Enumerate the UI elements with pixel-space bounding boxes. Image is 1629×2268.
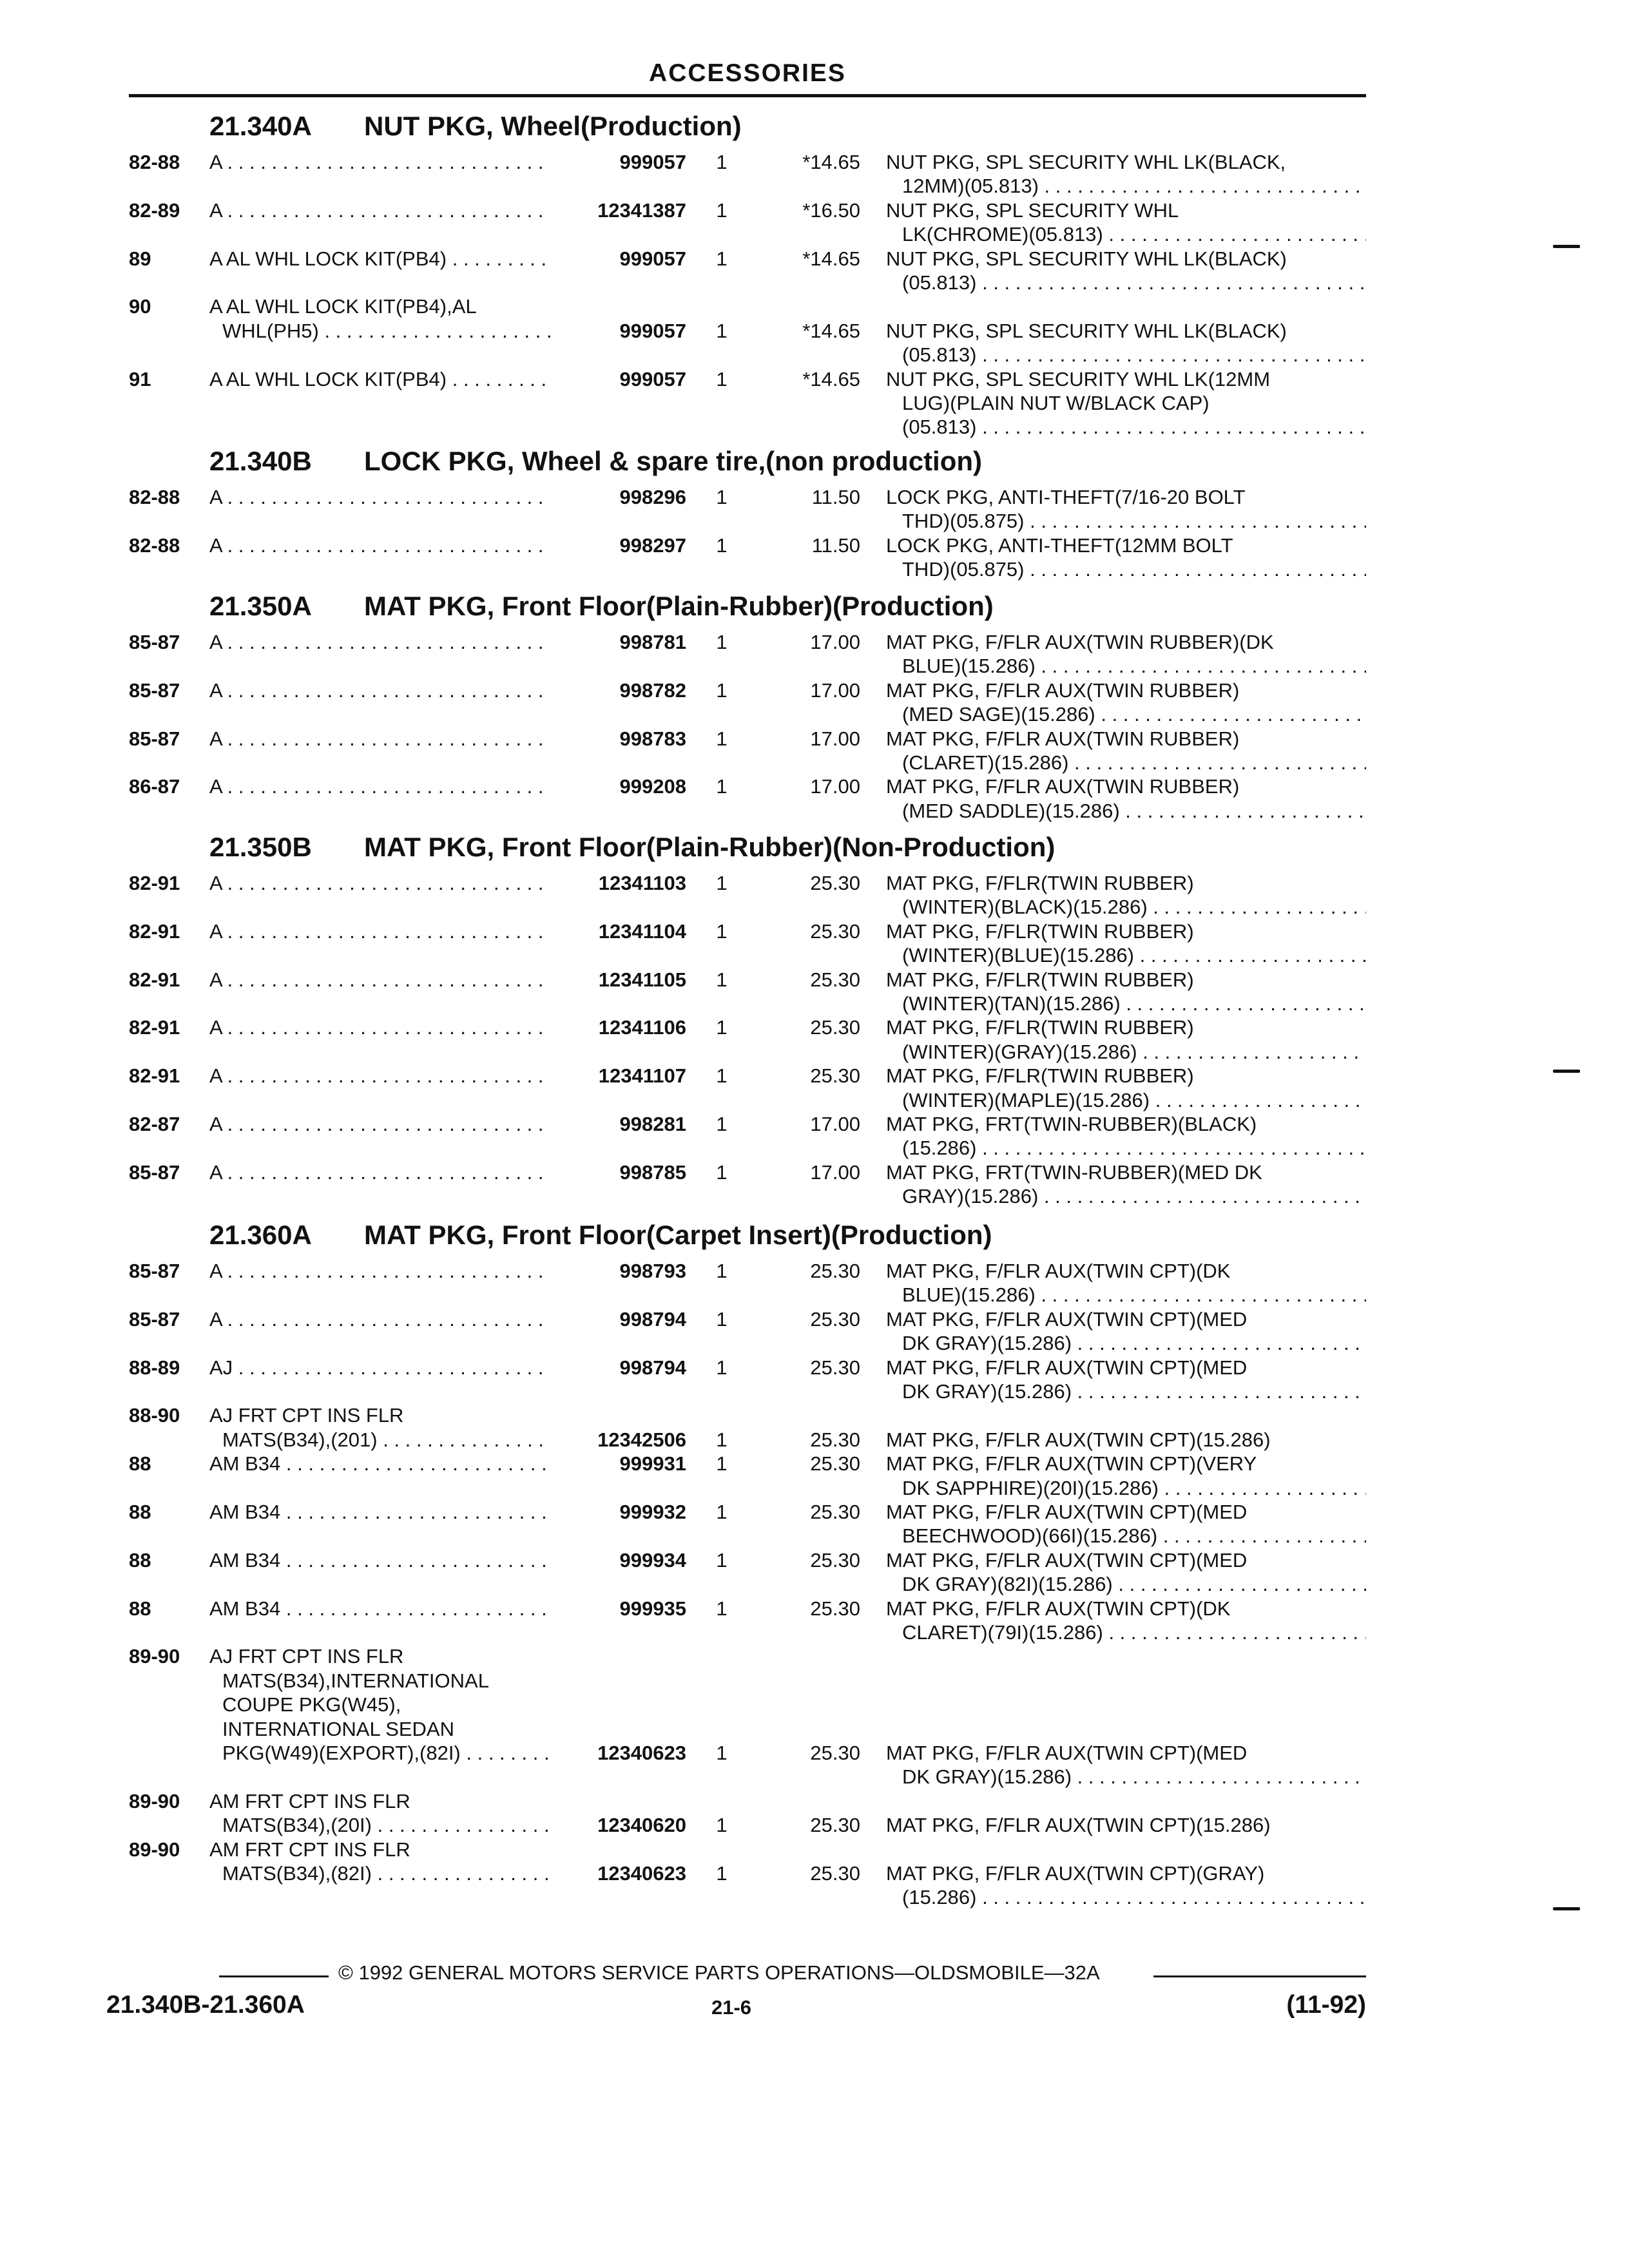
usage-description: AJ FRT CPT INS FLR [209,1404,404,1427]
part-description: MAT PKG, F/FLR AUX(TWIN CPT)(MED [886,1742,1248,1764]
quantity: 1 [716,727,728,750]
usage-description: A . . . [209,1016,551,1039]
margin-mark [1553,1070,1580,1073]
part-number: 999057 [619,319,686,342]
price: 25.30 [810,1501,860,1523]
model-years: 86-87 [129,775,180,798]
quantity: 1 [716,1814,728,1837]
price: 25.30 [810,872,860,894]
usage-description: MATS(B34),(201) . . . [222,1428,551,1452]
model-years: 82-91 [129,968,180,991]
part-number: 999208 [619,775,686,798]
part-description: DK GRAY)(15.286) . . . [902,1332,1366,1355]
model-years: 90 [129,295,151,318]
usage-description: COUPE PKG(W45), [222,1693,401,1716]
quantity: 1 [716,367,728,390]
part-description: DK SAPPHIRE)(20I)(15.286) . . . [902,1477,1366,1500]
quantity: 1 [716,319,728,342]
usage-description: A AL WHL LOCK KIT(PB4) . . . [209,368,551,391]
model-years: 82-87 [129,1113,180,1135]
model-years: 85-87 [129,727,180,750]
usage-description: A . . . [209,534,551,557]
part-description: 12MM)(05.813) . . . [902,175,1366,198]
part-description: (MED SAGE)(15.286) . . . [902,703,1366,726]
part-description: MAT PKG, F/FLR AUX(TWIN RUBBER) [886,727,1240,750]
part-number: 998781 [619,631,686,653]
part-description: MAT PKG, F/FLR(TWIN RUBBER) [886,919,1194,943]
usage-description: MATS(B34),(82I) . . . [222,1862,551,1885]
quantity: 1 [716,1160,728,1184]
price: 25.30 [810,1814,860,1837]
part-description: BEECHWOOD)(66I)(15.286) . . . [902,1524,1366,1548]
usage-description: AM FRT CPT INS FLR [209,1838,410,1861]
margin-mark [1553,245,1580,248]
section-heading [209,446,982,477]
price: 25.30 [810,1452,860,1475]
part-number: 999932 [619,1501,686,1523]
section-title: MAT PKG, Front Floor(Carpet Insert)(Production) [364,1220,992,1250]
part-description: BLUE)(15.286) . . . [902,655,1366,678]
margin-mark [1553,1907,1580,1910]
part-description: MAT PKG, F/FLR AUX(TWIN RUBBER) [886,678,1240,702]
quantity: 1 [716,1260,728,1282]
usage-description: A . . . [209,199,551,222]
usage-description: A . . . [209,727,551,751]
part-description: MAT PKG, F/FLR AUX(TWIN CPT)(DK [886,1260,1231,1282]
quantity: 1 [716,631,728,653]
part-number: 12340623 [597,1742,686,1764]
usage-description: A . . . [209,1260,551,1283]
usage-description: AM B34 . . . [209,1501,551,1524]
model-years: 82-91 [129,872,180,894]
part-description: NUT PKG, SPL SECURITY WHL [886,198,1179,222]
price: *14.65 [802,151,860,173]
part-number: 998785 [619,1160,686,1184]
part-number: 999934 [619,1548,686,1571]
quantity: 1 [716,198,728,222]
price: 17.00 [810,775,860,798]
part-description: (05.813) . . . [902,343,1366,367]
model-years: 89-90 [129,1645,180,1668]
part-number: 998297 [619,533,686,557]
part-description: (MED SADDLE)(15.286) . . . [902,800,1366,823]
usage-description: WHL(PH5) . . . [222,320,551,343]
model-years: 85-87 [129,1307,180,1331]
quantity: 1 [716,151,728,173]
price: 17.00 [810,1113,860,1135]
part-number: 998296 [619,486,686,508]
part-number: 12340620 [597,1814,686,1837]
price: 11.50 [811,533,860,557]
part-description: LK(CHROME)(05.813) . . . [902,223,1366,246]
part-number: 999057 [619,367,686,390]
usage-description: MATS(B34),(20I) . . . [222,1814,551,1837]
part-description: MAT PKG, F/FLR AUX(TWIN RUBBER)(DK [886,631,1274,653]
part-description: MAT PKG, FRT(TWIN-RUBBER)(MED DK [886,1160,1262,1184]
quantity: 1 [716,919,728,943]
part-number: 998793 [619,1260,686,1282]
usage-description: INTERNATIONAL SEDAN [222,1717,454,1740]
section-heading [209,111,742,142]
part-description: MAT PKG, F/FLR AUX(TWIN CPT)(GRAY) [886,1862,1265,1885]
footer-copyright: © 1992 GENERAL MOTORS SERVICE PARTS OPERATIONS—OLDSMOBILE—32A [338,1961,1100,1984]
usage-description: A . . . [209,1308,551,1331]
part-description: THD)(05.875) . . . [902,558,1366,581]
section-number: 21.340A [209,111,312,141]
footer-section-range: 21.340B-21.360A [106,1991,305,2019]
quantity: 1 [716,1064,728,1088]
quantity: 1 [716,1016,728,1039]
usage-description: A . . . [209,775,551,798]
price: 25.30 [810,919,860,943]
quantity: 1 [716,872,728,894]
price: 25.30 [810,1260,860,1282]
part-description: GRAY)(15.286) . . . [902,1185,1366,1208]
quantity: 1 [716,775,728,798]
model-years: 88-90 [129,1404,180,1427]
footer-page-number: 21-6 [711,1996,752,2019]
usage-description: AM B34 . . . [209,1549,551,1572]
price: 25.30 [810,1862,860,1885]
part-description: (CLARET)(15.286) . . . [902,751,1366,774]
part-description: MAT PKG, F/FLR(TWIN RUBBER) [886,1064,1194,1088]
part-number: 999935 [619,1597,686,1620]
part-number: 12341387 [597,198,686,222]
part-description: NUT PKG, SPL SECURITY WHL LK(BLACK) [886,247,1287,270]
quantity: 1 [716,1452,728,1475]
price: 11.50 [811,486,860,508]
section-number: 21.340B [209,446,312,476]
model-years: 82-88 [129,486,180,508]
part-description: NUT PKG, SPL SECURITY WHL LK(BLACK, [886,151,1286,173]
usage-description: AJ FRT CPT INS FLR [209,1645,404,1668]
part-description: (WINTER)(BLUE)(15.286) . . . [902,944,1366,967]
part-number: 12341107 [598,1064,686,1088]
model-years: 82-91 [129,919,180,943]
model-years: 82-88 [129,533,180,557]
usage-description: PKG(W49)(EXPORT),(82I) . . . [222,1742,551,1765]
section-heading [209,832,1055,863]
quantity: 1 [716,1548,728,1571]
part-description: MAT PKG, F/FLR AUX(TWIN RUBBER) [886,775,1240,798]
usage-description: A . . . [209,1161,551,1184]
part-number: 999057 [619,247,686,270]
model-years: 85-87 [129,1260,180,1282]
part-description: MAT PKG, F/FLR AUX(TWIN CPT)(MED [886,1356,1248,1379]
usage-description: AM B34 . . . [209,1452,551,1475]
section-number: 21.350B [209,832,312,862]
part-description: MAT PKG, F/FLR(TWIN RUBBER) [886,1016,1194,1039]
part-description: MAT PKG, F/FLR AUX(TWIN CPT)(MED [886,1307,1248,1331]
usage-description: A AL WHL LOCK KIT(PB4) . . . [209,247,551,271]
part-description: MAT PKG, F/FLR(TWIN RUBBER) [886,968,1194,991]
part-description: LOCK PKG, ANTI-THEFT(12MM BOLT [886,533,1233,557]
price: 25.30 [810,968,860,991]
price: *16.50 [802,198,860,222]
usage-description: A . . . [209,631,551,654]
section-heading [209,1220,992,1251]
part-description: DK GRAY)(82I)(15.286) . . . [902,1573,1366,1596]
part-description: NUT PKG, SPL SECURITY WHL LK(BLACK) [886,319,1287,342]
part-description: (05.813) . . . [902,271,1366,294]
model-years: 82-89 [129,198,180,222]
quantity: 1 [716,1307,728,1331]
part-description: NUT PKG, SPL SECURITY WHL LK(12MM [886,367,1271,390]
part-description: (WINTER)(BLACK)(15.286) . . . [902,896,1366,919]
section-title: NUT PKG, Wheel(Production) [364,111,742,141]
part-description: BLUE)(15.286) . . . [902,1283,1366,1307]
model-years: 88 [129,1501,151,1523]
section-heading [209,591,994,622]
part-number: 999057 [619,151,686,173]
model-years: 89-90 [129,1838,180,1861]
part-number: 998783 [619,727,686,750]
quantity: 1 [716,247,728,270]
price: *14.65 [802,247,860,270]
model-years: 91 [129,367,151,390]
part-description: (15.286) . . . [902,1886,1366,1909]
footer-rule-left [219,1975,329,1977]
model-years: 82-88 [129,151,180,173]
price: 25.30 [810,1428,860,1451]
part-number: 12341106 [598,1016,686,1039]
section-title: MAT PKG, Front Floor(Plain-Rubber)(Non-Production) [364,832,1055,862]
price: 17.00 [810,1160,860,1184]
part-description: MAT PKG, F/FLR AUX(TWIN CPT)(MED [886,1548,1248,1571]
usage-description: AM FRT CPT INS FLR [209,1789,410,1812]
part-description: DK GRAY)(15.286) . . . [902,1380,1366,1403]
part-description: (WINTER)(TAN)(15.286) . . . [902,992,1366,1015]
part-number: 999931 [619,1452,686,1475]
price: 25.30 [810,1597,860,1620]
part-number: 12341105 [598,968,686,991]
quantity: 1 [716,533,728,557]
part-number: 998794 [619,1356,686,1379]
usage-description: A . . . [209,679,551,702]
price: 25.30 [810,1548,860,1571]
model-years: 82-91 [129,1016,180,1039]
usage-description: A . . . [209,968,551,992]
quantity: 1 [716,1862,728,1885]
part-number: 998782 [619,678,686,702]
model-years: 88 [129,1548,151,1571]
page-title: ACCESSORIES [649,59,846,87]
part-description: (05.813) . . . [902,416,1366,439]
price: *14.65 [802,319,860,342]
footer-revision-date: (11-92) [1286,1991,1366,2019]
part-number: 998281 [619,1113,686,1135]
price: 25.30 [810,1064,860,1088]
model-years: 82-91 [129,1064,180,1088]
quantity: 1 [716,1501,728,1523]
part-description: LOCK PKG, ANTI-THEFT(7/16-20 BOLT [886,486,1246,508]
usage-description: A . . . [209,151,551,174]
usage-description: A . . . [209,486,551,509]
usage-description: A AL WHL LOCK KIT(PB4),AL [209,295,477,318]
part-description: LUG)(PLAIN NUT W/BLACK CAP) [902,392,1210,414]
part-description: DK GRAY)(15.286) . . . [902,1765,1366,1789]
model-years: 89-90 [129,1789,180,1812]
part-number: 12341103 [598,872,686,894]
part-description: MAT PKG, F/FLR AUX(TWIN CPT)(MED [886,1501,1248,1523]
model-years: 88 [129,1597,151,1620]
price: 25.30 [810,1742,860,1764]
quantity: 1 [716,1356,728,1379]
part-number: 998794 [619,1307,686,1331]
usage-description: MATS(B34),INTERNATIONAL [222,1669,489,1692]
model-years: 88-89 [129,1356,180,1379]
quantity: 1 [716,678,728,702]
price: 25.30 [810,1307,860,1331]
quantity: 1 [716,1742,728,1764]
part-description: (15.286) . . . [902,1137,1366,1160]
section-number: 21.360A [209,1220,312,1250]
price: 17.00 [810,678,860,702]
part-description: CLARET)(79I)(15.286) . . . [902,1621,1366,1644]
usage-description: AM B34 . . . [209,1597,551,1620]
section-number: 21.350A [209,591,312,621]
price: 17.00 [810,631,860,653]
part-description: MAT PKG, F/FLR(TWIN RUBBER) [886,872,1194,894]
quantity: 1 [716,1428,728,1451]
model-years: 85-87 [129,678,180,702]
quantity: 1 [716,486,728,508]
section-title: LOCK PKG, Wheel & spare tire,(non production) [364,446,983,476]
usage-description: A . . . [209,1113,551,1136]
section-title: MAT PKG, Front Floor(Plain-Rubber)(Production) [364,591,994,621]
part-description: (WINTER)(MAPLE)(15.286) . . . [902,1089,1366,1112]
usage-description: A . . . [209,1064,551,1088]
model-years: 85-87 [129,631,180,653]
part-description: MAT PKG, F/FLR AUX(TWIN CPT)(VERY [886,1452,1257,1475]
part-number: 12341104 [598,919,686,943]
part-number: 12340623 [597,1862,686,1885]
usage-description: A . . . [209,920,551,943]
part-description: MAT PKG, F/FLR AUX(TWIN CPT)(15.286) [886,1428,1271,1451]
price: 25.30 [810,1016,860,1039]
price: *14.65 [802,367,860,390]
usage-description: AJ . . . [209,1356,551,1379]
footer-rule-right [1153,1975,1366,1977]
part-description: THD)(05.875) . . . [902,510,1366,533]
part-description: (WINTER)(GRAY)(15.286) . . . [902,1041,1366,1064]
quantity: 1 [716,968,728,991]
part-description: MAT PKG, F/FLR AUX(TWIN CPT)(DK [886,1597,1231,1620]
price: 25.30 [810,1356,860,1379]
part-description: MAT PKG, FRT(TWIN-RUBBER)(BLACK) [886,1113,1257,1135]
part-number: 12342506 [597,1428,686,1451]
model-years: 89 [129,247,151,270]
usage-description: A . . . [209,872,551,895]
header-divider [129,94,1366,97]
price: 17.00 [810,727,860,750]
model-years: 85-87 [129,1160,180,1184]
model-years: 88 [129,1452,151,1475]
quantity: 1 [716,1113,728,1135]
part-description: MAT PKG, F/FLR AUX(TWIN CPT)(15.286) [886,1814,1271,1837]
quantity: 1 [716,1597,728,1620]
